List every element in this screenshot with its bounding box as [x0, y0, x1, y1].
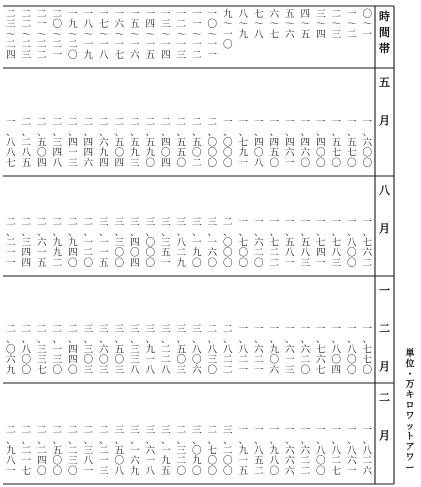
- table-cell: 二、五〇〇: [52, 424, 63, 477]
- table-cell: 二、三四四: [21, 216, 32, 269]
- table-cell: 一、八五二: [253, 424, 264, 477]
- table-cell: 一、八〇四: [331, 323, 342, 376]
- table-cell: 二、八二二: [222, 323, 233, 376]
- table-cell: 三、三三八: [129, 323, 140, 376]
- table-cell: 三、二二八: [160, 323, 171, 376]
- time-band-label: 一九〜二〇: [67, 9, 78, 61]
- month-header: 五月: [379, 76, 390, 127]
- table-cell: 一、四六〇: [300, 116, 311, 169]
- time-band-label: 八〜九: [238, 9, 249, 41]
- table-cell: 二、〇〇〇: [207, 116, 218, 169]
- table-cell: 一、四〇〇: [315, 116, 326, 169]
- time-band-label: 二〜三: [331, 9, 342, 41]
- unit-label: [404, 347, 414, 473]
- table-cell: 二、二四〇: [36, 424, 47, 477]
- table-cell: 一、七七〇: [362, 323, 373, 376]
- table-cell: 一、〇〇〇: [222, 116, 233, 169]
- time-band-header: 時間帯: [379, 10, 390, 55]
- time-band-label: 一一〜一二: [191, 9, 202, 61]
- table-cell: 二、四四〇: [67, 323, 78, 376]
- table-cell: 三、三〇〇: [114, 216, 125, 269]
- table-cell: 二、二一七: [21, 424, 32, 477]
- table-cell: 二、五五〇: [176, 116, 187, 169]
- table-cell: 三、〇〇〇: [145, 216, 156, 269]
- table-cell: 一、六一三: [284, 323, 295, 376]
- table-cell: 一、七八三: [331, 216, 342, 269]
- table-cell: 三、一一五: [98, 216, 109, 269]
- table-cell: 一、六二二: [300, 424, 311, 477]
- table-cell: 二、五九〇: [145, 116, 156, 169]
- table-cell: 二、六九四: [98, 116, 109, 169]
- table-cell: 三、三五一: [160, 216, 171, 269]
- table-cell: 一、五八一: [284, 216, 295, 269]
- table-cell: 一、六二一: [253, 323, 264, 376]
- table-cell: 二、五〇二: [191, 116, 202, 169]
- table-cell: 三、一九五: [160, 424, 171, 477]
- table-cell: 二、三四八: [52, 116, 63, 169]
- table-cell: 一、四〇八: [253, 116, 264, 169]
- table-cell: 二、〇六九: [5, 323, 16, 376]
- time-band-label: 一五〜一六: [129, 9, 140, 61]
- time-band-label: 一四〜一五: [145, 9, 156, 61]
- unit-label-text: 単位・万キロワットアワー: [405, 349, 415, 474]
- time-band-label: 一三〜一四: [160, 9, 171, 61]
- table-cell: 一、八〇〇: [346, 323, 357, 376]
- table-cell: 二、二一三: [98, 424, 109, 477]
- table-cell: 一、七二二: [269, 216, 280, 269]
- time-band-label: 二二〜二三: [21, 9, 32, 61]
- table-cell: 三、六〇三: [98, 323, 109, 376]
- table-cell: 一、四六一: [284, 116, 295, 169]
- table-cell: 一、五七〇: [346, 116, 357, 169]
- table-cell: 三、九一八: [145, 323, 156, 376]
- table-cell: 一、八二六: [362, 424, 373, 477]
- table-cell: 二、四一三: [67, 116, 78, 169]
- time-band-label: 七〜八: [253, 9, 264, 41]
- table-cell: 三、一九〇: [191, 216, 202, 269]
- table-cell: 三、〇九〇: [191, 424, 202, 477]
- table-cell: 一、八六一: [346, 424, 357, 477]
- table-cell: 二、二八五: [21, 116, 32, 169]
- table-cell: 一、六六六: [284, 424, 295, 477]
- table-cell: 二、一二〇: [83, 216, 94, 269]
- table-body: [6, 117, 373, 477]
- table-cell: 一、八二一: [238, 323, 249, 376]
- table-cell: 一、六二〇: [300, 323, 311, 376]
- table-cell: 二、四〇四: [160, 116, 171, 169]
- table-cell: 三、三〇三: [83, 323, 94, 376]
- time-band-label: 一〇〜一一: [207, 9, 218, 61]
- time-band-label: 一七〜一八: [98, 9, 109, 61]
- time-band-row: [6, 8, 373, 61]
- table-cell: 一、七〇〇: [238, 216, 249, 269]
- table-cell: 一、五七〇: [331, 116, 342, 169]
- table-cell: 二、九八一: [5, 424, 16, 477]
- table-cell: 二、九九二: [52, 216, 63, 269]
- table-cell: 二、八〇〇: [21, 323, 32, 376]
- time-band-label: 三〜四: [315, 9, 326, 41]
- table-cell: 二、二三〇: [67, 424, 78, 477]
- table-cell: 二、五〇四: [36, 116, 47, 169]
- time-band-label: 二一〜二二: [36, 9, 47, 61]
- table-cell: 三、八二九: [176, 216, 187, 269]
- table-cell: 一、八〇〇: [315, 424, 326, 477]
- table-cell: 一、六〇〇: [362, 116, 373, 169]
- table-cell: 二、四四六: [83, 116, 94, 169]
- table-cell: 三、二〇〇: [222, 424, 233, 477]
- table-cell: 一、七四一: [315, 216, 326, 269]
- table-cell: 一、九〇六: [269, 323, 280, 376]
- time-band-label: 六〜七: [269, 9, 280, 41]
- time-band-label: 二〇〜二一: [52, 9, 63, 61]
- table-cell: 二、〇〇〇: [222, 216, 233, 269]
- time-band-label: 一〜二: [346, 9, 357, 41]
- table-cell: 二、五〇四: [114, 116, 125, 169]
- time-band-label: 一二〜一三: [176, 9, 187, 61]
- table-cell: 二、三二〇: [176, 424, 187, 477]
- table-cell: 三、一六〇: [207, 216, 218, 269]
- table-cell: 二、三八一: [83, 424, 94, 477]
- time-band-label: 〇〜一: [362, 9, 373, 41]
- table-cell: 一、八八七: [5, 116, 16, 169]
- table-cell: 三、五〇八: [114, 424, 125, 477]
- table-cell: 二、八三〇: [207, 323, 218, 376]
- table-cell: 二、六一五: [36, 216, 47, 269]
- table-cell: 二、五九三: [129, 116, 140, 169]
- table-cell: 二、九四〇: [67, 216, 78, 269]
- table-cell: 一、七六七: [315, 323, 326, 376]
- table-cell: 二、三三七: [36, 323, 47, 376]
- table-cell: 三、一六九: [129, 424, 140, 477]
- table-cell: 一、七六二: [362, 216, 373, 269]
- table-cell: 一、七九一: [238, 116, 249, 169]
- time-band-label: 四〜五: [300, 9, 311, 41]
- month-header: 一二月: [379, 284, 390, 373]
- table-cell: 一、九八〇: [269, 424, 280, 477]
- table-cell: 一、八〇〇: [346, 216, 357, 269]
- table-cell: 二、一三〇: [52, 323, 63, 376]
- table-cell: 三、八〇六: [191, 323, 202, 376]
- table-cell: 三、四〇四: [129, 216, 140, 269]
- table-cell: 一、四五〇: [269, 116, 280, 169]
- month-header: 八月: [379, 184, 390, 235]
- table-cell: 三、五〇三: [176, 323, 187, 376]
- table-cell: 三、五〇三: [114, 323, 125, 376]
- table-cell: 一、九一五: [238, 424, 249, 477]
- table-cell: 一、八二七: [331, 424, 342, 477]
- time-band-label: 五〜六: [284, 9, 295, 41]
- table-cell: 三、六一八: [145, 424, 156, 477]
- table-cell: 二、二一一: [5, 216, 16, 269]
- table-cell: 一、五八三: [300, 216, 311, 269]
- time-band-label: 一八〜一九: [83, 9, 94, 61]
- table-header-column: [379, 9, 391, 442]
- time-band-label: 九〜一〇: [222, 9, 233, 51]
- table-cell: 一、六二〇: [253, 216, 264, 269]
- time-band-label: 二三〜二四: [5, 9, 16, 61]
- table-cell: 二、七〇〇: [207, 424, 218, 477]
- month-header: 二月: [379, 391, 390, 442]
- time-band-label: 一六〜一七: [114, 9, 125, 61]
